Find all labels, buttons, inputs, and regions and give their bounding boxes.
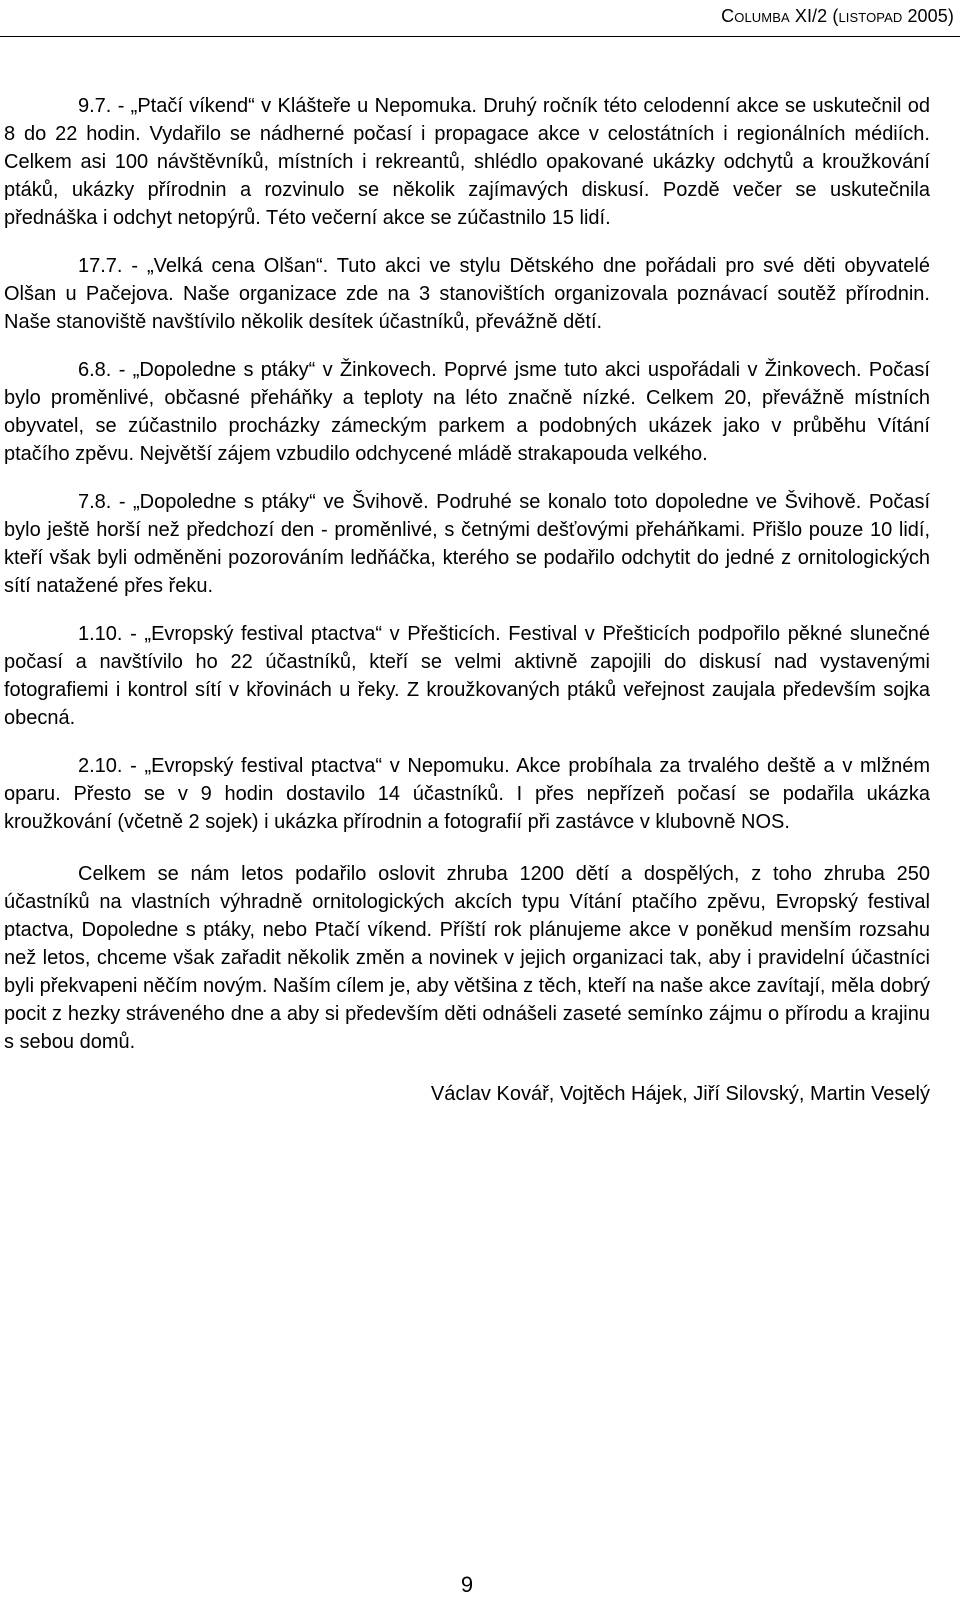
event-paragraph-svihov: 7.8. - „Dopoledne s ptáky“ ve Švihově. Podruhé se konalo toto dopoledne ve Švihově. Počasí bylo ještě horší než předchozí den - proměnlivé, s četnými dešťovými přeháňkami. Přišlo pouze 10 lidí, kteří však byli odměněni pozorováním ledňáčka, kterého se podařilo odchytit do jedné z ornitologických sítí natažené přes řeku.	[4, 491, 930, 597]
event-paragraph-zinkovy: 6.8. - „Dopoledne s ptáky“ v Žinkovech. Poprvé jsme tuto akci uspořádali v Žinkovech. Počasí bylo proměnlivé, občasné přeháňky a teploty na léto značně nízké. Celkem 20, převážně místních obyvatel, se zúčastnilo procházky zámeckým parkem a podobných ukázek jako v průběhu Vítání ptačího zpěvu. Největší zájem vzbudilo odchycené mládě strakapouda velkého.	[4, 359, 930, 465]
event-paragraph-nepomuk: 2.10. - „Evropský festival ptactva“ v Nepomuku. Akce probíhala za trvalého deště a v mlžném oparu. Přesto se v 9 hodin dostavilo 14 účastníků. I přes nepřízeň počasí se podařila ukázka kroužkování (včetně 2 sojek) i ukázka přírodnin a fotografií při zastávce v klubovně NOS.	[4, 755, 930, 833]
closing-paragraph: Celkem se nám letos podařilo oslovit zhruba 1200 dětí a dospělých, z toho zhruba 250 účastníků na vlastních výhradně ornitologických akcích typu Vítání ptačího zpěvu, Evropský festival ptactva, Dopoledne s ptáky, nebo Ptačí víkend. Příští rok plánujeme akce v poněkud menším rozsahu než letos, chceme však zařadit několik změn a novinek v jejich organizaci tak, aby i pravidelní účastníci byli překvapeni něčím novým. Naším cílem je, aby většina z těch, kteří na naše akce zavítají, měla dobrý pocit z hezky stráveného dne a aby si především děti odnášeli zaseté semínko zájmu o přírodu a krajinu s sebou domů.	[4, 863, 930, 1053]
page-number: 9	[460, 1572, 474, 1597]
header-rule	[0, 36, 960, 37]
author-signature: Václav Kovář, Vojtěch Hájek, Jiří Silovský, Martin Veselý	[430, 1083, 930, 1105]
event-paragraph-prestice: 1.10. - „Evropský festival ptactva“ v Přešticích. Festival v Přešticích podpořilo pěkné slunečné počasí a navštívilo ho 22 účastníků, kteří se velmi aktivně zapojili do diskusí nad vystavenými fotografiemi i kontrol sítí v křovinách u řeky. Z kroužkovaných ptáků veřejnost zaujala především sojka obecná.	[4, 623, 930, 729]
article-body	[4, 92, 930, 1108]
running-header	[0, 6, 954, 27]
event-paragraph-velka-cena-olsan: 17.7. - „Velká cena Olšan“. Tuto akci ve stylu Dětského dne pořádali pro své děti obyvatelé Olšan u Pačejova. Naše organizace zde na 3 stanovištích organizovala poznávací soutěž přírodnin. Naše stanoviště navštívilo několik desítek účastníků, převážně dětí.	[4, 255, 930, 333]
journal-header: Columba XI/2 (listopad 2005)	[721, 6, 954, 26]
event-paragraph-ptaci-vikend: 9.7. - „Ptačí víkend“ v Klášteře u Nepomuka. Druhý ročník této celodenní akce se uskutečnil od 8 do 22 hodin. Vydařilo se nádherné počasí i propagace akce v celostátních i regionálních médiích. Celkem asi 100 návštěvníků, místních i rekreantů, shlédlo opakované ukázky odchytů a kroužkování ptáků, ukázky přírodnin a rozvinulo se několik zajímavých diskusí. Pozdě večer se uskutečnila přednáška i odchyt netopýrů. Této večerní akce se zúčastnilo 15 lidí.	[4, 95, 930, 229]
